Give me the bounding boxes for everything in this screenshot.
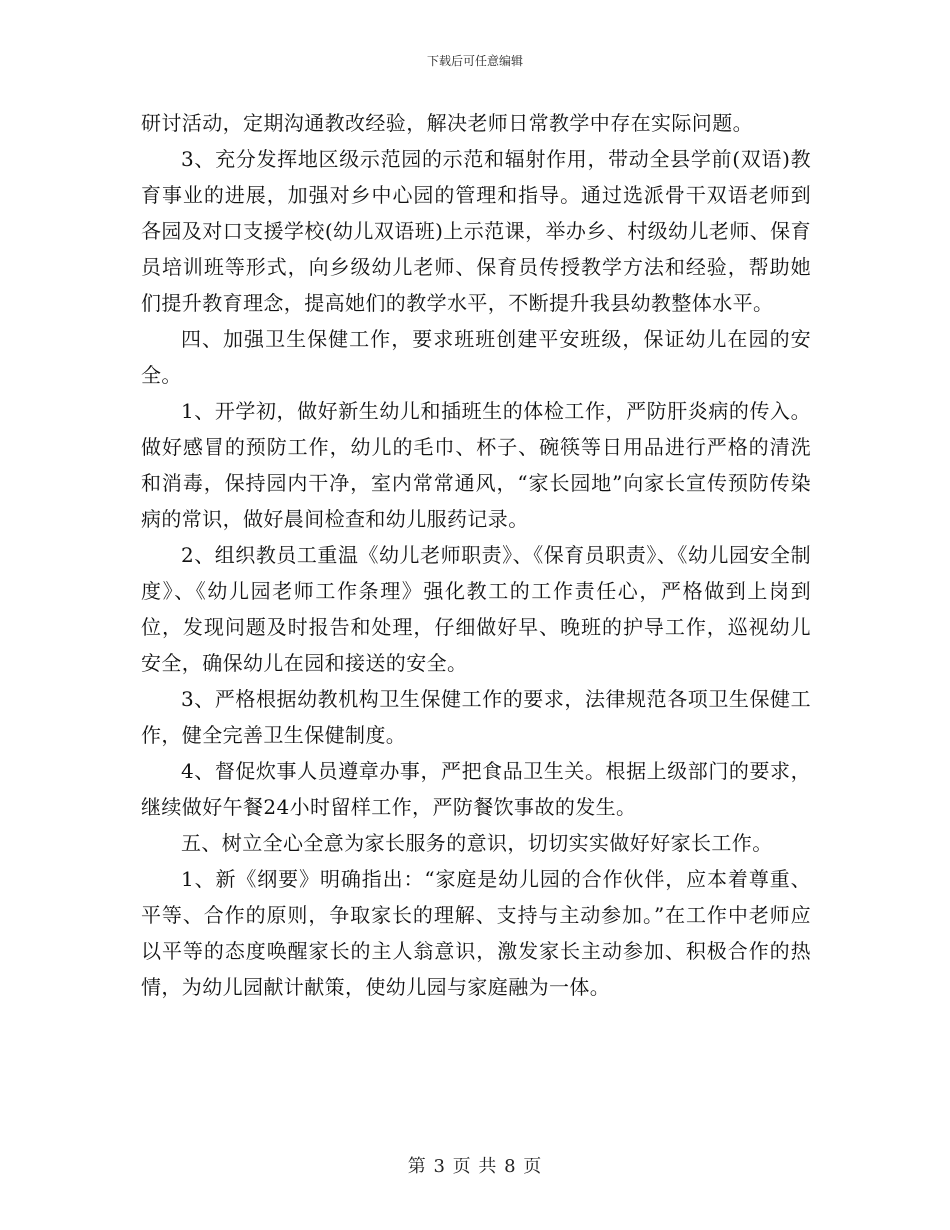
- paragraph-2: 3、充分发挥地区级示范园的示范和辐射作用，带动全县学前(双语)教育事业的进展，加强对乡中心园的管理和指导。通过选派骨干双语老师到各园及对口支援学校(幼儿双语班)上示范课，举办乡、村级幼儿老师、保育员培训班等形式，向乡级幼儿老师、保育员传授教学方法和经验，帮助她们提升教育理念，提高她们的教学水平，不断提升我县幼教整体水平。: [141, 147, 811, 315]
- paragraph-8: 五、树立全心全意为家长服务的意识，切切实实做好好家长工作。: [181, 831, 773, 855]
- paragraph-9: 1、新《纲要》明确指出：“家庭是幼儿园的合作伙伴，应本着尊重、平等、合作的原则，争取家长的理解、支持与主动参加。”在工作中老师应以平等的态度唤醒家长的主人翁意识，激发家长主动参加、积极合作的热情，为幼儿园献计献策，使幼儿园与家庭融为一体。: [141, 867, 811, 999]
- paragraph-7: 4、督促炊事人员遵章办事，严把食品卫生关。根据上级部门的要求，继续做好午餐24小时留样工作，严防餐饮事故的发生。: [141, 759, 811, 819]
- paragraph-3: 四、加强卫生保健工作，要求班班创建平安班级，保证幼儿在园的安全。: [141, 327, 811, 387]
- paragraph-4: 1、开学初，做好新生幼儿和插班生的体检工作，严防肝炎病的传入。做好感冒的预防工作，幼儿的毛巾、杯子、碗筷等日用品进行严格的清洗和消毒，保持园内干净，室内常常通风，“家长园地”向家长宣传预防传染病的常识，做好晨间检查和幼儿服药记录。: [141, 399, 811, 531]
- paragraph-6: 3、严格根据幼教机构卫生保健工作的要求，法律规范各项卫生保健工作，健全完善卫生保健制度。: [141, 687, 811, 747]
- page-footer: 第 3 页 共 8 页: [407, 1156, 543, 1177]
- paragraph-5: 2、组织教员工重温《幼儿老师职责》、《保育员职责》、《幼儿园安全制度》、《幼儿园老师工作条理》强化教工的工作责任心，严格做到上岗到位，发现问题及时报告和处理，仔细做好早、晚班的护导工作，巡视幼儿安全，确保幼儿在园和接送的安全。: [141, 543, 811, 675]
- document-body: [141, 105, 811, 1005]
- paragraph-1: 研讨活动，定期沟通教改经验，解决老师日常教学中存在实际问题。: [141, 111, 753, 135]
- page-header: 下载后可任意编辑: [426, 54, 523, 68]
